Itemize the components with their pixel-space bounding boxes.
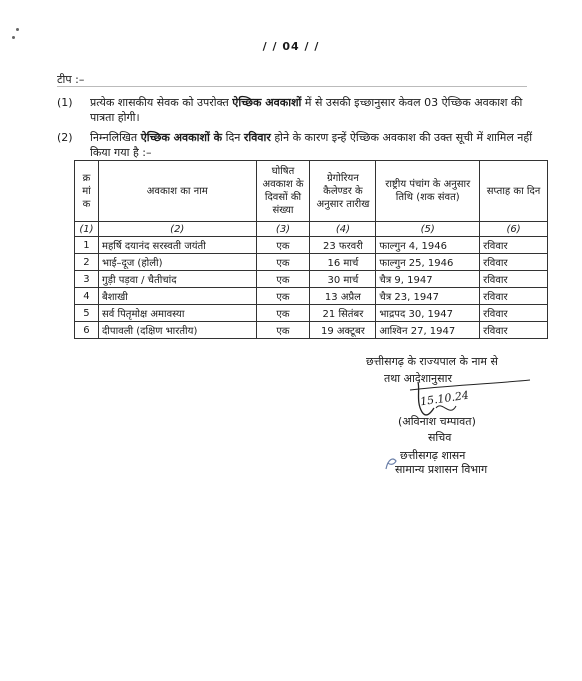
- table-row: [75, 322, 548, 339]
- column-number-row: [75, 222, 548, 237]
- column-header: राष्ट्रीय पंचांग के अनुसार तिथि (शक संवत): [376, 161, 480, 222]
- cell-serial: 3: [75, 271, 99, 288]
- signatory-name: (अविनाश चम्पावत): [398, 415, 476, 428]
- note-2-number: (2): [57, 131, 73, 144]
- note-2-text-part: होने के कारण इन्हें ऐच्छिक अवकाश की उक्त सूची में शामिल नहीं किया गया है :–: [90, 131, 533, 159]
- cell-weekday: रविवार: [480, 322, 548, 339]
- cell-weekday: रविवार: [480, 237, 548, 254]
- cell-weekday: रविवार: [480, 271, 548, 288]
- table-row: [75, 305, 548, 322]
- cell-serial: 4: [75, 288, 99, 305]
- note-2-text: [90, 130, 545, 160]
- note-2-text-part: निम्नलिखित: [90, 131, 141, 144]
- note-1-number: (1): [57, 96, 73, 109]
- page-number: / / 04 / /: [262, 40, 320, 53]
- cell-gregorian-date: 30 मार्च: [310, 271, 376, 288]
- table-row: [75, 288, 548, 305]
- column-number: (6): [480, 222, 548, 237]
- cell-gregorian-date: 21 सितंबर: [310, 305, 376, 322]
- note-2-bold: ऐच्छिक अवकाशों के: [140, 131, 223, 144]
- tip-label: टीप :–: [57, 73, 85, 86]
- cell-serial: 2: [75, 254, 99, 271]
- table-row: [75, 271, 548, 288]
- table-row: [75, 237, 548, 254]
- column-number: (2): [98, 222, 256, 237]
- cell-serial: 5: [75, 305, 99, 322]
- cell-days: एक: [256, 305, 310, 322]
- cell-days: एक: [256, 271, 310, 288]
- cell-days: एक: [256, 322, 310, 339]
- cell-serial: 6: [75, 322, 99, 339]
- cell-gregorian-date: 16 मार्च: [310, 254, 376, 271]
- column-header: अवकाश का नाम: [98, 161, 256, 222]
- note-1-text-part: प्रत्येक शासकीय सेवक को उपरोक्त: [90, 96, 233, 109]
- cell-shaka-date: चैत्र 23, 1947: [376, 288, 480, 305]
- cell-shaka-date: चैत्र 9, 1947: [376, 271, 480, 288]
- table-header-row: [75, 161, 548, 222]
- signature-authority-line: छत्तीसगढ़ के राज्यपाल के नाम से: [366, 355, 498, 368]
- handwritten-date: 15.10.24: [419, 388, 470, 409]
- cell-holiday-name: गुड़ी पड़वा / चैतीचांद: [98, 271, 256, 288]
- cell-days: एक: [256, 288, 310, 305]
- cell-weekday: रविवार: [480, 305, 548, 322]
- signatory-designation: सचिव: [428, 431, 452, 444]
- column-number: (3): [256, 222, 310, 237]
- cell-days: एक: [256, 237, 310, 254]
- column-header: घोषित अवकाश के दिवसों की संख्या: [256, 161, 310, 222]
- divider: [57, 86, 527, 87]
- column-number: (1): [75, 222, 99, 237]
- cell-holiday-name: महर्षि दयानंद सरस्वती जयंती: [98, 237, 256, 254]
- table-row: [75, 254, 548, 271]
- cell-serial: 1: [75, 237, 99, 254]
- note-1-text-part: में से उसकी इच्छानुसार केवल 03 ऐच्छिक अवकाश की पात्रता होगी।: [90, 96, 523, 124]
- column-header: क्र मां क: [75, 161, 99, 222]
- column-header: सप्ताह का दिन: [480, 161, 548, 222]
- scan-dot: [16, 28, 19, 31]
- signatory-government: छत्तीसगढ़ शासन: [400, 449, 466, 462]
- note-1-text: [90, 95, 545, 125]
- note-2-bold: रविवार: [243, 131, 271, 144]
- cell-shaka-date: फाल्गुन 25, 1946: [376, 254, 480, 271]
- note-1-bold: ऐच्छिक अवकाशों: [232, 96, 302, 109]
- cell-gregorian-date: 19 अक्टूबर: [310, 322, 376, 339]
- column-number: (4): [310, 222, 376, 237]
- cell-weekday: रविवार: [480, 254, 548, 271]
- note-2-text-part: दिन: [222, 131, 244, 144]
- cell-holiday-name: सर्व पितृमोक्ष अमावस्या: [98, 305, 256, 322]
- cell-shaka-date: भाद्रपद 30, 1947: [376, 305, 480, 322]
- cell-holiday-name: दीपावली (दक्षिण भारतीय): [98, 322, 256, 339]
- holiday-table: [74, 160, 548, 339]
- cell-days: एक: [256, 254, 310, 271]
- cell-holiday-name: बैशाखी: [98, 288, 256, 305]
- signature-order-line: तथा आदेशानुसार: [384, 372, 452, 385]
- cell-shaka-date: आश्विन 27, 1947: [376, 322, 480, 339]
- scan-dot: [12, 36, 15, 39]
- cell-gregorian-date: 23 फरवरी: [310, 237, 376, 254]
- column-number: (5): [376, 222, 480, 237]
- cell-weekday: रविवार: [480, 288, 548, 305]
- cell-gregorian-date: 13 अप्रैल: [310, 288, 376, 305]
- column-header: ग्रेगोरियन कैलेण्डर के अनुसार तारीख: [310, 161, 376, 222]
- cell-shaka-date: फाल्गुन 4, 1946: [376, 237, 480, 254]
- signatory-department: सामान्य प्रशासन विभाग: [395, 463, 488, 476]
- cell-holiday-name: भाई–दूज (होली): [98, 254, 256, 271]
